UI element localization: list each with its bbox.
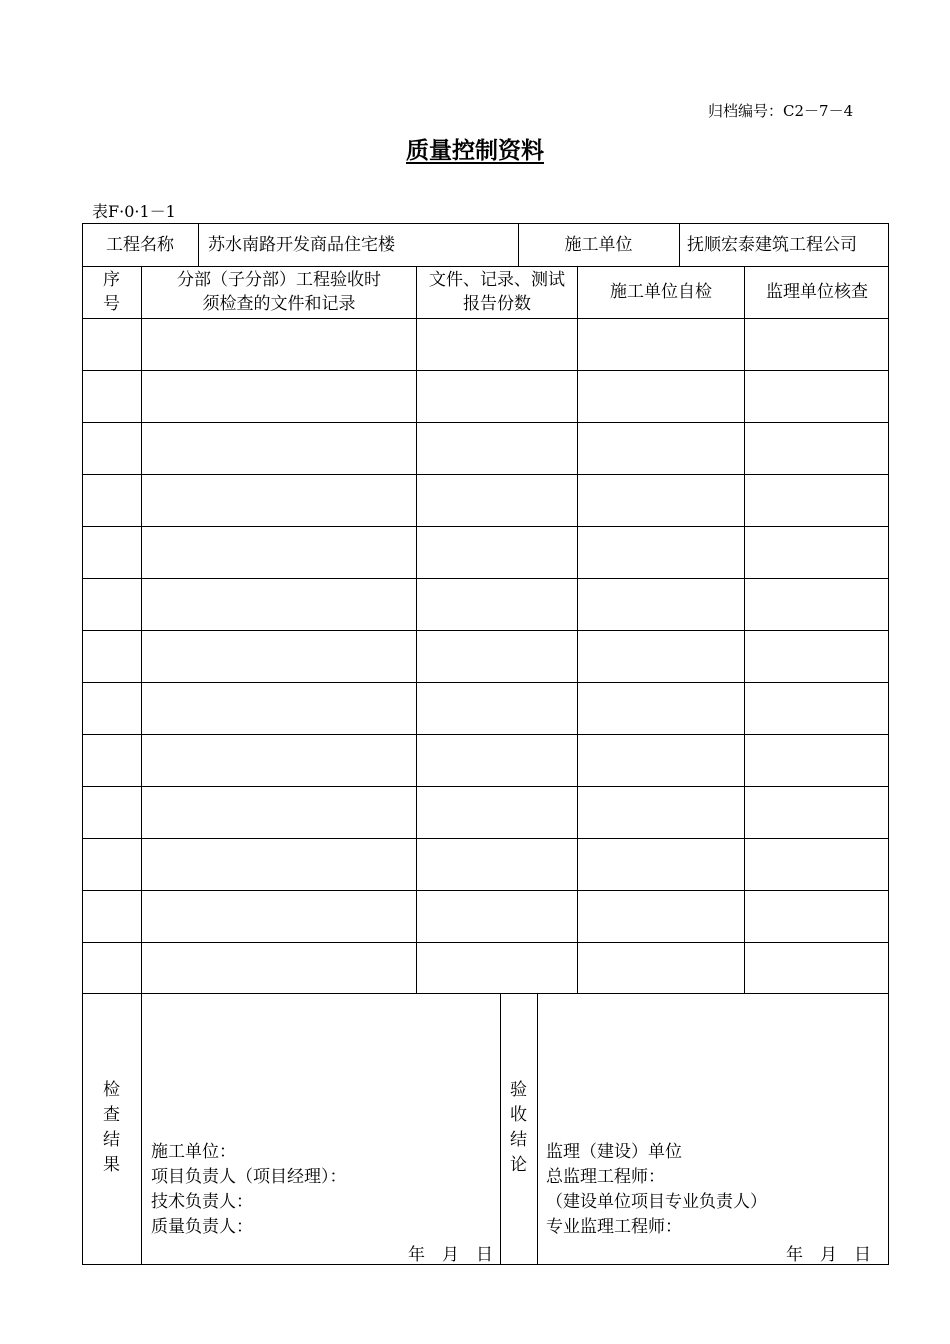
row-line	[82, 682, 889, 683]
footer-divider	[141, 993, 142, 1265]
row-line	[82, 630, 889, 631]
header-seq	[82, 266, 141, 318]
project-manager-line: 项目负责人（项目经理）：	[151, 1167, 347, 1187]
row-line	[82, 993, 889, 994]
quality-control-table	[82, 223, 889, 1265]
row-line	[82, 422, 889, 423]
acceptance-char: 论	[510, 1155, 527, 1175]
header-count	[417, 266, 577, 318]
header-seq-text	[103, 268, 120, 316]
header-supervision: 监理单位核查	[766, 282, 868, 302]
header-self-check: 施工单位自检	[610, 282, 712, 302]
row-line	[82, 786, 889, 787]
document-title: 质量控制资料	[406, 137, 544, 164]
info-divider	[679, 223, 680, 266]
footer-divider	[537, 993, 538, 1265]
check-result-char: 检	[103, 1080, 120, 1100]
check-result-char: 查	[103, 1105, 120, 1125]
supervision-unit-line: 监理（建设）单位	[546, 1142, 682, 1162]
row-line	[82, 578, 889, 579]
acceptance-char: 收	[510, 1105, 527, 1125]
project-name-label: 工程名称	[106, 234, 174, 255]
contractor-value: 抚顺宏泰建筑工程公司	[687, 234, 857, 255]
check-result-char: 结	[103, 1130, 120, 1150]
acceptance-char: 结	[510, 1130, 527, 1150]
acceptance-char: 验	[510, 1080, 527, 1100]
header-documents	[142, 266, 416, 318]
check-result-signatures	[151, 1140, 347, 1240]
header-documents-line: 分部（子分部）工程验收时	[177, 270, 381, 290]
acceptance-label	[500, 1078, 537, 1178]
header-count-text	[429, 268, 565, 316]
row-line	[82, 838, 889, 839]
info-divider	[198, 223, 199, 266]
row-line	[82, 318, 889, 319]
check-result-label	[82, 1078, 141, 1178]
check-result-char: 果	[103, 1155, 120, 1175]
row-line	[82, 370, 889, 371]
technical-lead-line: 技术负责人：	[151, 1192, 253, 1212]
acceptance-date: 年 月 日	[786, 1245, 871, 1265]
project-name-value: 苏水南路开发商品住宅楼	[208, 234, 395, 255]
row-line	[82, 734, 889, 735]
specialty-supervisor-line: 专业监理工程师：	[546, 1217, 682, 1237]
chief-supervisor-line: 总监理工程师：	[546, 1167, 665, 1187]
header-documents-text	[177, 268, 381, 316]
row-line	[82, 890, 889, 891]
contractor-unit-line: 施工单位：	[151, 1142, 236, 1162]
row-line	[82, 526, 889, 527]
header-count-line: 报告份数	[463, 294, 531, 314]
owner-lead-line: （建设单位项目专业负责人）	[546, 1192, 767, 1212]
quality-lead-line: 质量负责人：	[151, 1217, 253, 1237]
check-result-date: 年 月 日	[408, 1245, 493, 1265]
contractor-label: 施工单位	[564, 234, 633, 255]
archive-number: 归档编号：C2－7－4	[708, 102, 854, 120]
row-line	[82, 942, 889, 943]
row-line	[82, 474, 889, 475]
header-documents-line: 须检查的文件和记录	[202, 294, 356, 314]
header-seq-line: 号	[103, 294, 120, 314]
header-seq-line: 序	[103, 270, 120, 290]
table-number: 表F·0·1－1	[92, 202, 176, 221]
acceptance-signatures	[546, 1140, 767, 1240]
header-count-line: 文件、记录、测试	[429, 270, 565, 290]
